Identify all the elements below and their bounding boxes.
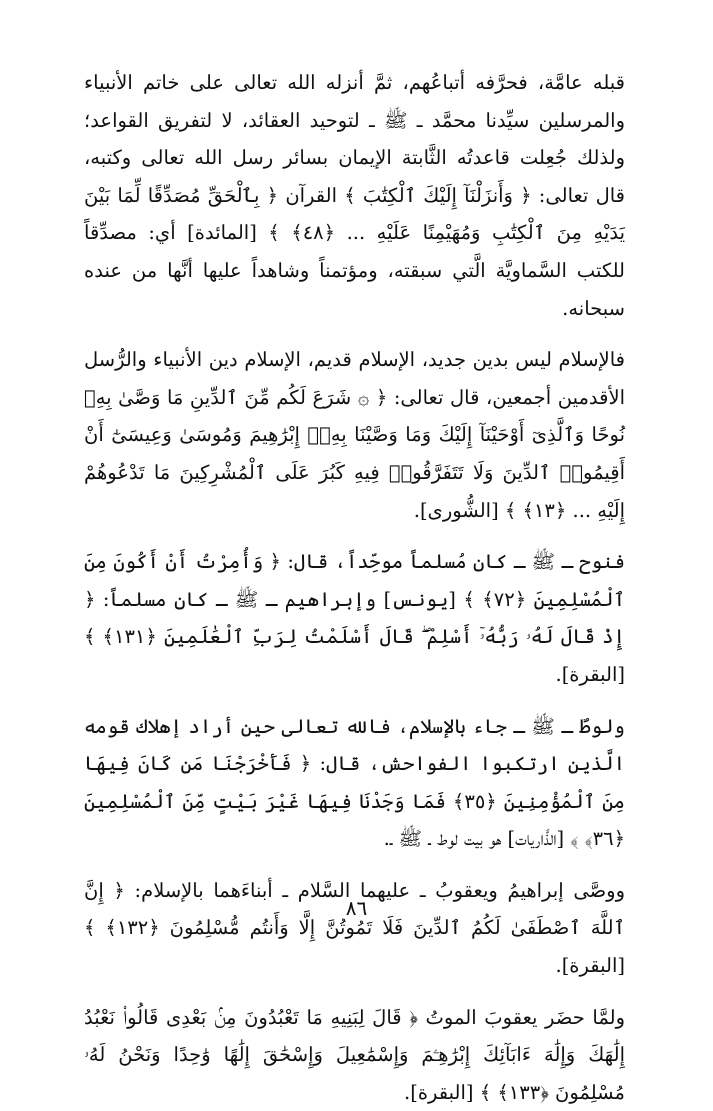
paragraph-yaqub: ولمَّا حضَر يعقوبَ الموتُ ﴿ قَالَ لِبَنِيهِ مَا تَعْبُدُونَ مِنۢ بَعْدِى قَالُوا۟ نَعْبُدُ إِلَٰهَكَ وَإِلَٰهَ ءَابَآئِكَ إِبْرَٰهِـۧمَ وَإِسْمَٰعِيلَ وَإِسْحَٰقَ إِلَٰهًا وَٰحِدًا وَنَحْنُ لَهُۥ مُسْلِمُونَ ﴿١٣٣﴾ ﴾ [البقرة]. (84, 1005, 625, 1104)
paragraph-lut: ولوطٌ ـ ﷺ ـ جاء بالإسلام، فالله تعالى حين أراد إهلاك قومه الَّذين ارتكبوا الفواحش، قال: ﴿ فَأَخْرَجْنَا مَن كَانَ فِيهَا مِنَ ٱلْمُؤْمِنِينَ ﴿٣٥﴾ فَمَا وَجَدْنَا فِيهَا غَيْرَ بَيْتٍ مِّنَ ٱلْمُسْلِمِينَ ﴿٣٦﴾ ﴾ [الذَّاريات] هو بيت لوط ـ ﷺ ـ. (84, 714, 625, 851)
page-number: ٨٦ (345, 896, 368, 920)
paragraph-wasiyya: ووصَّى إبراهيمُ ويعقوبُ ـ عليهما السَّلام ـ أبناءَهما بالإسلام: ﴿ إِنَّ ٱللَّهَ ٱصْطَفَىٰ لَكُمُ ٱلدِّينَ فَلَا تَمُوتُنَّ إِلَّا وَأَنتُم مُّسْلِمُونَ ﴿١٣٢﴾ ﴾ [البقرة]. (84, 878, 625, 978)
paragraph-nuh-ibrahim: فنوح ـ ﷺ ـ كان مُسلماً موحِّداً، قال: ﴿ وَأُمِرْتُ أَنْ أَكُونَ مِنَ ٱلْمُسْلِمِينَ ﴿٧٢﴾ ﴾ [يونس] وإبراهيم ـ ﷺ ـ كان مسلماً: ﴿ إِذْ قَالَ لَهُۥ رَبُّهُۥٓ أَسْلِمْ ۖ قَالَ أَسْلَمْتُ لِرَبِّ ٱلْعَٰلَمِينَ ﴿١٣١﴾ ﴾ [البقرة]. (84, 550, 625, 686)
paragraph-islam-ancient: فالإسلام ليس بدين جديد، الإسلام قديم، الإسلام دين الأنبياء والرُّسل الأقدمين أجمعين، قال تعالى: ﴿ ۞ شَرَعَ لَكُم مِّنَ ٱلدِّينِ مَا وَصَّىٰ بِهِۦ نُوحًا وَٱلَّذِىٓ أَوْحَيْنَآ إِلَيْكَ وَمَا وَصَّيْنَا بِهِۦٓ إِبْرَٰهِيمَ وَمُوسَىٰ وَعِيسَىٰٓ أَنْ أَقِيمُوا۟ ٱلدِّينَ وَلَا تَتَفَرَّقُوا۟ فِيهِ كَبُرَ عَلَى ٱلْمُشْرِكِينَ مَا تَدْعُوهُمْ إِلَيْهِ ... ﴿١٣﴾ ﴾ [الشُّورى]. (84, 348, 625, 522)
paragraph-revelation: قبله عامَّة، فحرَّفه أتباعُهم، ثمَّ أنزله الله تعالى على خاتم الأنبياء والمرسلين سيِّدنا محمَّد ـ ﷺ ـ لتوحيد العقائد، لا لتفريق القواعد؛ ولذلك جُعِلت قاعدتُه الثَّابتة الإيمان بسائر رسل الله تعالى وكتبه، قال تعالى: ﴿ وَأَنزَلْنَآ إِلَيْكَ ٱلْكِتَٰبَ ﴾ القرآن ﴿ بِٱلْحَقِّ مُصَدِّقًا لِّمَا بَيْنَ يَدَيْهِ مِنَ ٱلْكِتَٰبِ وَمُهَيْمِنًا عَلَيْهِ ... ﴿٤٨﴾ ﴾ [المائدة] أي: مصدِّقاً للكتب السَّماويَّة الَّتي سبقته، ومؤتمناً وشاهداً عليها أنَّها من عنده سبحانه. (84, 71, 626, 320)
